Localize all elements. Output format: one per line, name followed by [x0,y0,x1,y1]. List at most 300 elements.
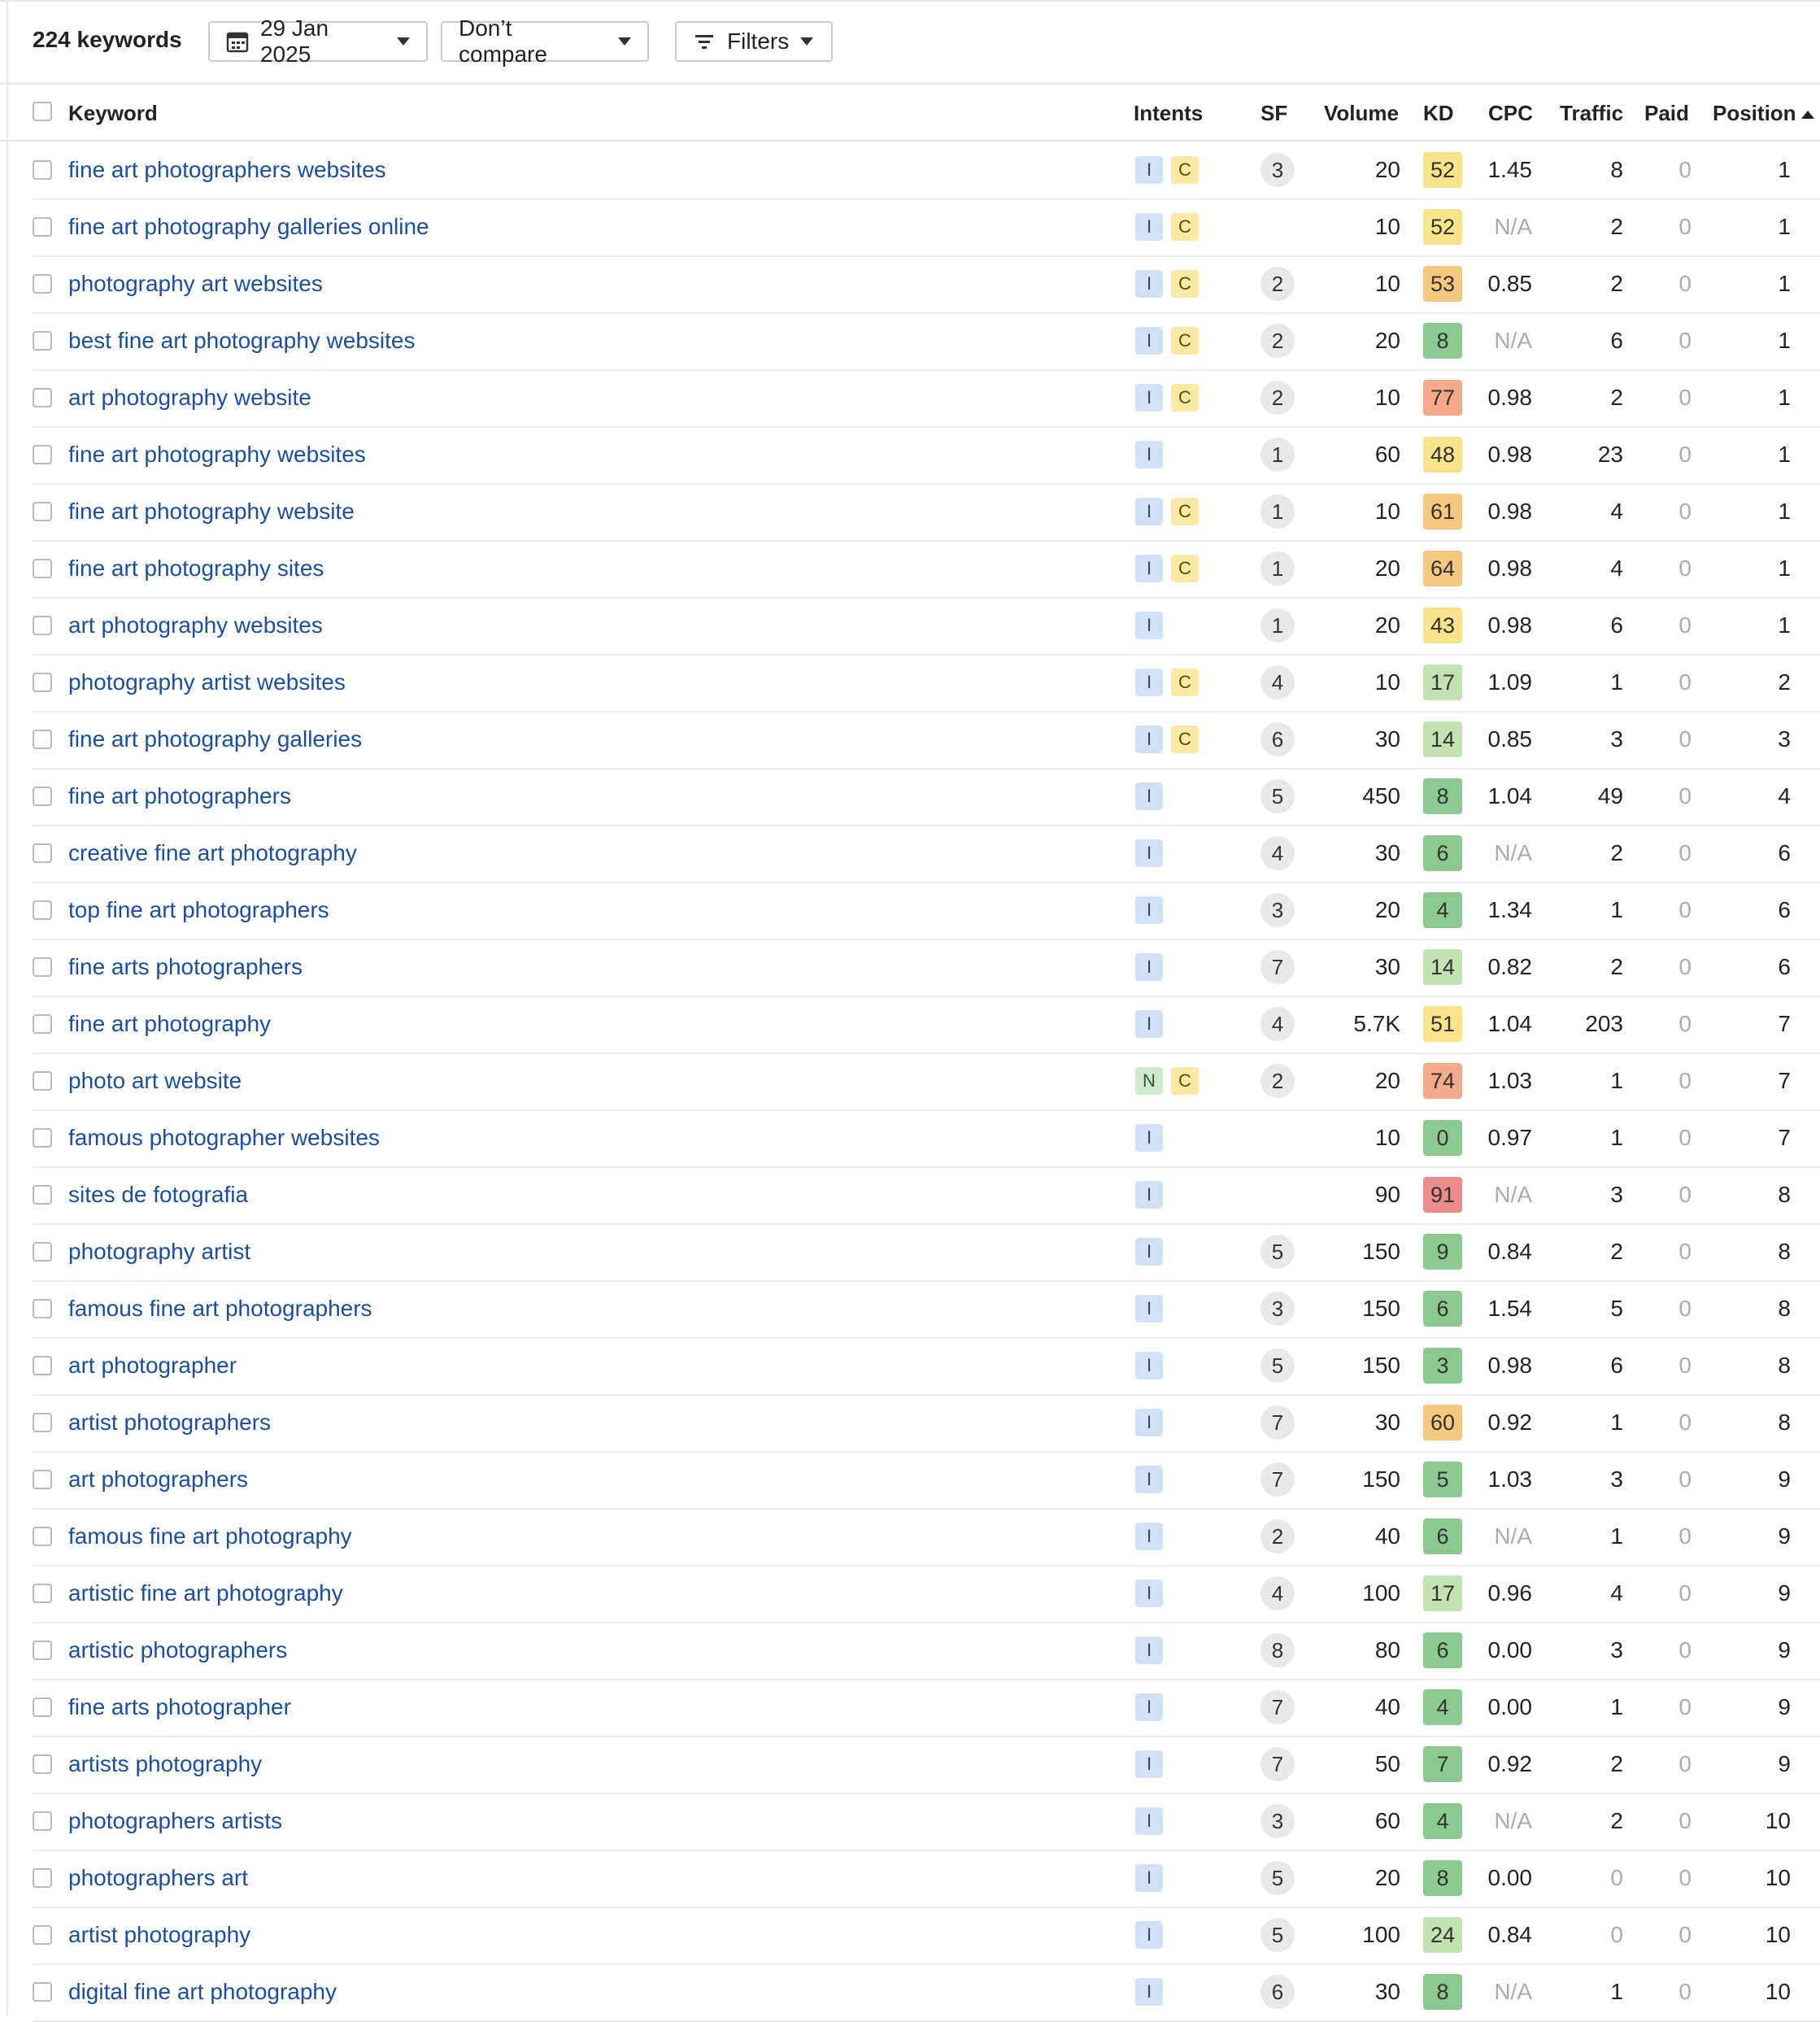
volume-value: 60 [1374,442,1400,467]
serp-features-count[interactable]: 4 [1261,665,1295,699]
keyword-link[interactable]: famous photographer websites [68,1125,380,1150]
kd-badge: 0 [1423,1120,1462,1156]
paid-value: 0 [1678,1580,1692,1606]
kd-badge: 6 [1423,1291,1462,1327]
keyword-link[interactable]: top fine art photographers [68,897,329,922]
intent-badge: C [1171,384,1199,412]
intent-badge: C [1171,726,1199,753]
filters-label: Filters [727,28,790,54]
row-checkbox[interactable] [33,1527,52,1546]
keyword-link[interactable]: photographers artists [68,1808,283,1833]
volume-value: 20 [1374,328,1400,353]
keyword-link[interactable]: artistic photographers [68,1637,288,1662]
position-value: 3 [1778,726,1791,752]
serp-features-count[interactable]: 7 [1261,1462,1295,1497]
keyword-link[interactable]: sites de fotografia [68,1182,249,1207]
kd-badge: 17 [1423,1575,1462,1611]
volume-value: 20 [1374,1865,1400,1890]
keyword-link[interactable]: photo art website [68,1068,242,1093]
serp-features-count[interactable]: 4 [1261,1007,1295,1041]
position-value: 6 [1778,897,1791,922]
keyword-link[interactable]: art photography websites [68,612,323,638]
intent-badge: I [1135,1238,1163,1266]
volume-value: 20 [1374,1068,1400,1093]
serp-features-count[interactable]: 1 [1261,438,1295,472]
intent-badge: C [1171,1067,1199,1095]
serp-features-count[interactable]: 3 [1261,153,1295,187]
traffic-value: 6 [1610,612,1623,638]
row-checkbox[interactable] [33,217,52,237]
intent-badge: I [1135,1523,1163,1550]
kd-badge: 61 [1423,494,1462,529]
date-picker-button[interactable] [208,15,428,67]
kd-badge: 4 [1423,892,1462,928]
kd-badge: 8 [1423,778,1462,814]
intent-badge: I [1135,327,1163,355]
keyword-link[interactable]: fine art photographers [68,783,291,808]
volume-value: 90 [1374,1182,1400,1207]
keyword-link[interactable]: photographers art [68,1865,249,1890]
intent-badge: C [1171,213,1199,241]
row-checkbox[interactable] [33,1868,52,1888]
table-row [33,255,1820,314]
kd-badge: 60 [1423,1405,1462,1440]
traffic-value: 2 [1610,1239,1623,1264]
keyword-link[interactable]: famous fine art photography [68,1523,352,1549]
column-cpc[interactable]: CPC [1488,101,1533,125]
cpc-value: N/A [1494,214,1532,239]
paid-value: 0 [1678,328,1692,353]
keyword-link[interactable]: artistic fine art photography [68,1580,343,1606]
cpc-value: 0.98 [1487,499,1532,524]
traffic-value: 0 [1610,1922,1623,1947]
traffic-value: 2 [1610,1751,1623,1776]
position-value: 10 [1765,1808,1791,1833]
keyword-link[interactable]: art photographer [68,1353,237,1378]
row-checkbox[interactable] [33,1697,52,1717]
kd-badge: 7 [1423,1746,1462,1782]
volume-value: 20 [1374,556,1400,581]
serp-features-count[interactable]: 7 [1261,1690,1295,1724]
cpc-value: 0.00 [1487,1637,1532,1662]
traffic-value: 8 [1610,157,1623,182]
table-row [33,1907,1820,1965]
intent-badge: I [1135,156,1163,184]
position-value: 1 [1778,214,1791,239]
keyword-link[interactable]: creative fine art photography [68,840,357,865]
kd-badge: 77 [1423,380,1462,416]
table-row [33,1280,1820,1339]
volume-value: 80 [1374,1637,1400,1662]
traffic-value: 0 [1610,1865,1623,1890]
kd-badge: 14 [1423,949,1462,985]
traffic-value: 3 [1610,1466,1623,1492]
compare-dropdown[interactable] [441,15,649,67]
row-checkbox[interactable] [33,160,52,180]
cpc-value: 1.45 [1487,157,1532,182]
traffic-value: 4 [1610,1580,1623,1606]
traffic-value: 6 [1610,328,1623,353]
left-border [7,0,8,2015]
position-value: 1 [1778,385,1791,410]
kd-badge: 8 [1423,1860,1462,1896]
serp-features-count[interactable]: 2 [1261,1064,1295,1098]
intent-badge: I [1135,1010,1163,1038]
keyword-link[interactable]: photography artist websites [68,669,346,695]
position-value: 7 [1778,1011,1791,1036]
row-checkbox[interactable] [33,331,52,351]
row-checkbox[interactable] [33,1356,52,1375]
table-header [0,83,1820,142]
row-checkbox[interactable] [33,1242,52,1262]
serp-features-count[interactable]: 1 [1261,551,1295,586]
table-row [33,1451,1820,1510]
cpc-value: 0.98 [1487,612,1532,638]
row-checkbox[interactable] [33,274,52,294]
position-value: 7 [1778,1068,1791,1093]
kd-badge: 24 [1423,1917,1462,1953]
paid-value: 0 [1678,499,1692,524]
chevron-down-icon [800,37,813,46]
table-row [33,768,1820,826]
paid-value: 0 [1678,1068,1692,1093]
column-volume[interactable]: Volume [1324,101,1399,125]
kd-badge: 43 [1423,608,1462,643]
table-row [33,939,1820,997]
table-row [33,654,1820,712]
row-checkbox[interactable] [33,1185,52,1205]
row-checkbox[interactable] [33,445,52,464]
calendar-icon [226,30,249,53]
position-value: 9 [1778,1466,1791,1492]
table-row [33,1736,1820,1794]
volume-value: 150 [1362,1296,1400,1321]
keyword-link[interactable]: digital fine art photography [68,1979,337,2004]
sort-ascending-icon [1801,111,1814,119]
kd-badge: 5 [1423,1462,1462,1497]
volume-value: 30 [1374,1979,1400,2004]
paid-value: 0 [1678,385,1692,410]
keyword-link[interactable]: fine art photography websites [68,442,366,467]
table-row [33,426,1820,485]
keyword-link[interactable]: fine art photography galleries online [68,214,429,239]
intent-badge: C [1171,156,1199,184]
serp-features-count[interactable]: 2 [1261,267,1295,301]
cpc-value: 0.92 [1487,1751,1532,1776]
row-checkbox[interactable] [33,1811,52,1831]
traffic-value: 5 [1610,1296,1623,1321]
row-checkbox[interactable] [33,900,52,920]
keyword-link[interactable]: fine arts photographers [68,954,303,979]
keyword-link[interactable]: art photography website [68,385,311,410]
kd-badge: 14 [1423,721,1462,757]
volume-value: 30 [1374,840,1400,865]
position-value: 8 [1778,1182,1791,1207]
paid-value: 0 [1678,1239,1692,1264]
intent-badge: C [1171,669,1199,696]
traffic-value: 1 [1610,1979,1623,2004]
serp-features-count[interactable]: 3 [1261,893,1295,927]
paid-value: 0 [1678,783,1692,808]
intent-badge: I [1135,384,1163,412]
volume-value: 20 [1374,612,1400,638]
intent-badge: C [1171,270,1199,298]
row-checkbox[interactable] [33,1413,52,1432]
filters-button[interactable] [675,21,833,62]
cpc-value: 1.03 [1487,1068,1532,1093]
position-value: 8 [1778,1353,1791,1378]
kd-badge: 6 [1423,1519,1462,1554]
chevron-down-icon [397,37,410,46]
intent-badge: I [1135,1978,1163,2006]
row-checkbox[interactable] [33,1754,52,1774]
intent-badge: I [1135,1864,1163,1892]
serp-features-count[interactable]: 1 [1261,495,1295,529]
column-paid[interactable]: Paid [1644,101,1689,125]
row-checkbox[interactable] [33,673,52,692]
cpc-value: 0.98 [1487,1353,1532,1378]
row-checkbox[interactable] [33,730,52,749]
serp-features-count[interactable]: 6 [1261,1975,1295,2009]
paid-value: 0 [1678,954,1692,979]
volume-value: 10 [1374,385,1400,410]
traffic-value: 1 [1610,1523,1623,1549]
intent-badge: I [1135,726,1163,753]
row-checkbox[interactable] [33,957,52,977]
keyword-link[interactable]: best fine art photography websites [68,328,416,353]
column-intents[interactable]: Intents [1134,101,1204,125]
kd-badge: 8 [1423,1974,1462,2010]
intent-badge: I [1135,782,1163,810]
cpc-value: 0.82 [1487,954,1532,979]
position-value: 6 [1778,954,1791,979]
table-row [33,1793,1820,1851]
keyword-link[interactable]: fine art photography [68,1011,272,1036]
traffic-value: 2 [1610,271,1623,296]
date-label: 29 Jan 2025 [259,15,329,67]
row-checkbox[interactable] [33,559,52,578]
serp-features-count[interactable]: 7 [1261,950,1295,984]
position-value: 1 [1778,499,1791,524]
position-value: 9 [1778,1580,1791,1606]
serp-features-count[interactable]: 1 [1261,608,1295,643]
traffic-value: 2 [1610,214,1623,239]
keyword-link[interactable]: photography artist [68,1239,251,1264]
position-value: 9 [1778,1751,1791,1776]
keyword-link[interactable]: famous fine art photographers [68,1296,372,1321]
cpc-value: N/A [1494,1979,1532,2004]
position-header-label: Position [1713,101,1796,125]
volume-value: 10 [1374,499,1400,524]
column-keyword[interactable]: Keyword [68,101,158,125]
row-checkbox[interactable] [33,1470,52,1489]
keyword-link[interactable]: fine art photographers websites [68,157,386,182]
intent-badge: I [1135,270,1163,298]
traffic-value: 49 [1597,783,1623,808]
keyword-link[interactable]: photography art websites [68,271,323,296]
keyword-link[interactable]: fine art photography website [68,499,355,524]
table-row [33,312,1820,371]
serp-features-count[interactable]: 6 [1261,722,1295,756]
column-position[interactable] [1713,101,1814,126]
serp-features-count[interactable]: 3 [1261,1292,1295,1326]
serp-features-count[interactable]: 8 [1261,1633,1295,1667]
volume-value: 30 [1374,954,1400,979]
intent-badge: I [1135,1693,1163,1721]
row-checkbox[interactable] [33,388,52,407]
row-checkbox[interactable] [33,616,52,635]
column-sf[interactable]: SF [1261,101,1288,125]
paid-value: 0 [1678,1296,1692,1321]
volume-value: 5.7K [1353,1011,1400,1036]
traffic-value: 203 [1585,1011,1623,1036]
paid-value: 0 [1678,214,1692,239]
cpc-value: N/A [1494,328,1532,353]
kd-badge: 4 [1423,1689,1462,1725]
intent-badge: I [1135,1580,1163,1607]
cpc-value: 0.00 [1487,1694,1532,1719]
volume-value: 20 [1374,157,1400,182]
intent-badge: I [1135,612,1163,639]
keyword-link[interactable]: fine art photography galleries [68,726,363,752]
kd-badge: 8 [1423,323,1462,359]
kd-badge: 53 [1423,266,1462,302]
serp-features-count[interactable]: 7 [1261,1405,1295,1440]
cpc-value: 1.09 [1487,669,1532,695]
row-checkbox[interactable] [33,1014,52,1034]
kd-badge: 64 [1423,551,1462,586]
row-checkbox[interactable] [33,1982,52,2002]
paid-value: 0 [1678,271,1692,296]
column-traffic[interactable]: Traffic [1560,101,1624,125]
paid-value: 0 [1678,1922,1692,1947]
row-checkbox[interactable] [33,502,52,521]
kd-badge: 17 [1423,665,1462,700]
keyword-link[interactable]: art photographers [68,1466,249,1492]
serp-features-count[interactable]: 2 [1261,1519,1295,1554]
keyword-link[interactable]: fine arts photographer [68,1694,291,1719]
paid-value: 0 [1678,1865,1692,1890]
volume-value: 20 [1374,897,1400,922]
volume-value: 10 [1374,669,1400,695]
cpc-value: 0.92 [1487,1410,1532,1435]
serp-features-count[interactable]: 2 [1261,324,1295,358]
traffic-value: 3 [1610,726,1623,752]
volume-value: 100 [1362,1922,1400,1947]
position-value: 1 [1778,328,1791,353]
volume-value: 100 [1362,1580,1400,1606]
paid-value: 0 [1678,556,1692,581]
traffic-value: 2 [1610,840,1623,865]
paid-value: 0 [1678,669,1692,695]
paid-value: 0 [1678,1410,1692,1435]
kd-badge: 74 [1423,1063,1462,1099]
intent-badge: I [1135,213,1163,241]
table-row [33,882,1820,940]
cpc-value: 1.04 [1487,783,1532,808]
table-row [33,1052,1820,1111]
serp-features-count[interactable]: 4 [1261,836,1295,870]
position-value: 10 [1765,1865,1791,1890]
position-value: 1 [1778,157,1791,182]
keyword-link[interactable]: artist photographers [68,1410,272,1435]
serp-features-count[interactable]: 4 [1261,1576,1295,1610]
volume-value: 150 [1362,1239,1400,1264]
intent-badge: I [1135,555,1163,582]
cpc-value: 1.34 [1487,897,1532,922]
traffic-value: 3 [1610,1182,1623,1207]
table-row [33,825,1820,883]
serp-features-count[interactable]: 5 [1261,1349,1295,1383]
keyword-link[interactable]: artists photography [68,1751,263,1776]
kd-badge: 48 [1423,437,1462,473]
row-checkbox[interactable] [33,843,52,863]
paid-value: 0 [1678,1011,1692,1036]
kd-badge: 51 [1423,1006,1462,1042]
table-row [33,198,1820,257]
table-row [33,142,1820,200]
paid-value: 0 [1678,1979,1692,2004]
position-value: 10 [1765,1922,1791,1947]
serp-features-count[interactable]: 3 [1261,1804,1295,1838]
cpc-value: 0.00 [1487,1865,1532,1890]
cpc-value: 1.04 [1487,1011,1532,1036]
serp-features-count[interactable]: 2 [1261,381,1295,415]
traffic-value: 1 [1610,669,1623,695]
serp-features-count[interactable]: 5 [1261,779,1295,813]
row-checkbox[interactable] [33,1641,52,1660]
cpc-value: 0.84 [1487,1922,1532,1947]
volume-value: 40 [1374,1523,1400,1549]
intent-badge: I [1135,1636,1163,1664]
row-checkbox[interactable] [33,787,52,806]
select-all-checkbox[interactable] [33,102,52,121]
serp-features-count[interactable]: 5 [1261,1918,1295,1952]
position-value: 9 [1778,1637,1791,1662]
serp-features-count[interactable]: 7 [1261,1747,1295,1781]
keyword-count: 224 keywords [33,27,182,52]
table-row [33,1223,1820,1282]
kd-badge: 9 [1423,1234,1462,1270]
traffic-value: 1 [1610,897,1623,922]
paid-value: 0 [1678,1466,1692,1492]
table-row [33,1963,1820,2022]
row-checkbox[interactable] [33,1584,52,1603]
paid-value: 0 [1678,840,1692,865]
chevron-down-icon [618,37,631,46]
intent-badge: I [1135,498,1163,525]
row-checkbox[interactable] [33,1299,52,1318]
serp-features-count[interactable]: 5 [1261,1861,1295,1895]
column-kd[interactable]: KD [1423,101,1454,125]
keyword-link[interactable]: artist photography [68,1922,251,1947]
cpc-value: 0.98 [1487,442,1532,467]
paid-value: 0 [1678,1808,1692,1833]
serp-features-count[interactable]: 5 [1261,1235,1295,1269]
row-checkbox[interactable] [33,1925,52,1945]
table-row [33,1565,1820,1623]
row-checkbox[interactable] [33,1071,52,1091]
position-value: 1 [1778,442,1791,467]
intent-badge: I [1135,1352,1163,1379]
keyword-link[interactable]: fine art photography sites [68,556,324,581]
row-checkbox[interactable] [33,1128,52,1148]
table-row [33,1622,1820,1680]
table-row [33,540,1820,599]
volume-value: 10 [1374,1125,1400,1150]
volume-value: 450 [1362,783,1400,808]
intent-badge: I [1135,1295,1163,1323]
